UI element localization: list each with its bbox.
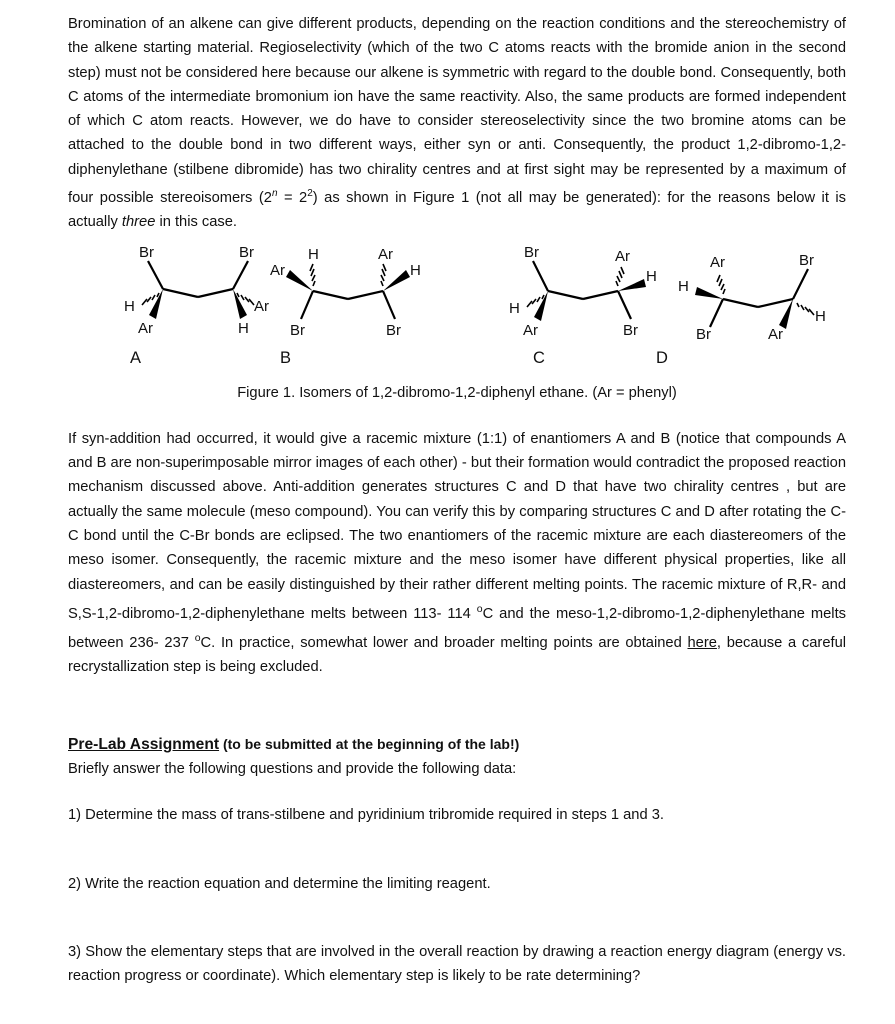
svg-text:Br: Br: [386, 321, 401, 339]
discussion-part-a: If syn-addition had occurred, it would give a racemic mixture (1:1) of enantiomers A and B (notice that compounds A and B are non-superimposable mirror images of each other) - but their formation would contradict the proposed reaction mechanism discussed above. Anti-addition generates structures C and D that have two chirality centres , but are actually the same molecule (meso compound). You can verify this by comparing structures C and D after rotating the C-C bond until the C-Br bonds are eclipsed. The two enantiomers of the racemic mixture are each diastereomers of the meso isomer. Consequently, the racemic mixture and the meso isomer have different physical properties, like all diastereomers, and can be easily distinguished by their rather different melting points. The racemic mixture of R,R- and S,S-1,2-dibromo-1,2-diphenylethane melts between 113- 114: [68, 430, 846, 622]
spacer-q1: [68, 781, 846, 803]
svg-text:H: H: [410, 261, 421, 279]
structure-c-drawing: [503, 239, 663, 339]
svg-text:Ar: Ar: [378, 245, 393, 263]
svg-text:Br: Br: [696, 325, 711, 339]
structure-c-label: C: [533, 348, 545, 367]
spacer-q2: [68, 828, 846, 872]
svg-text:H: H: [646, 267, 657, 285]
figure-1-structures: [68, 239, 846, 381]
svg-text:Br: Br: [290, 321, 305, 339]
svg-text:H: H: [308, 245, 319, 263]
figure-caption: Figure 1. Isomers of 1,2-dibromo-1,2-diphenyl ethane. (Ar = phenyl): [237, 384, 677, 401]
svg-text:H: H: [124, 297, 135, 315]
question-1: 1) Determine the mass of trans-stilbene and pyridinium tribromide required in steps 1 and 3.: [68, 807, 664, 824]
svg-text:Ar: Ar: [138, 319, 153, 337]
structure-a-drawing: [118, 239, 278, 339]
spacer-after-caption: [68, 405, 846, 427]
discussion-part-c: C. In practice, somewhat lower and broader melting points are obtained: [200, 635, 688, 652]
emphasis-three: three: [121, 214, 156, 231]
prelab-title: Pre-Lab Assignment: [68, 735, 220, 753]
spacer-q3: [68, 896, 846, 940]
structure-d-label: D: [656, 348, 668, 367]
prelab-heading: [68, 732, 846, 757]
intro-paragraph-part-d: in this case.: [155, 214, 238, 231]
spacer-before-prelab: [68, 680, 846, 732]
exponent-n: n: [271, 188, 278, 200]
question-3: 3) Show the elementary steps that are involved in the overall reaction by drawing a reaction energy diagram (energy vs. reaction progress or coordinate). Which elementary step is likely to be rate determining?: [68, 943, 846, 985]
question-2: 2) Write the reaction equation and determine the limiting reagent.: [68, 875, 491, 892]
degree-symbol-1: o: [476, 602, 483, 615]
discussion-paragraph: [68, 427, 846, 680]
svg-text:H: H: [238, 319, 249, 337]
svg-text:Ar: Ar: [710, 253, 725, 271]
prelab-subtitle: (to be submitted at the beginning of the lab!): [219, 735, 520, 752]
discussion-part-d: , because a careful recrystallization step is being excluded.: [68, 635, 846, 676]
discussion-part-b: C and the meso-1,2-dibromo-1,2-diphenylethane melts between 236- 237: [68, 605, 846, 652]
svg-text:H: H: [815, 307, 826, 325]
structure-a: [118, 239, 278, 344]
structure-c: [503, 239, 663, 344]
svg-text:Br: Br: [799, 251, 814, 269]
structure-b: [268, 239, 428, 344]
svg-text:Br: Br: [239, 243, 254, 261]
degree-symbol-2: o: [194, 632, 201, 645]
intro-paragraph: [68, 12, 846, 235]
svg-text:Br: Br: [524, 243, 539, 261]
prelab-intro: Briefly answer the following questions and provide the following data:: [68, 760, 517, 777]
svg-text:H: H: [509, 299, 520, 317]
here-link[interactable]: here: [687, 635, 717, 652]
structure-b-label: B: [280, 348, 292, 367]
document-page: [68, 12, 846, 988]
svg-text:Ar: Ar: [768, 325, 783, 339]
intro-paragraph-part-a: Bromination of an alkene can give different products, depending on the reaction conditions and the stereochemistry of the alkene starting material. Regioselectivity (which of the two C atoms reacts with the bromide anion in the second step) must not be considered here because our alkene is symmetric with regard to the double bond. Consequently, both C atoms of the intermediate bromonium ion have the same reactivity. Also, the same products are formed independent of which C atom reacts. However, we do have to consider stereoselectivity since the two bromine atoms can be attached to the double bond in two different ways, either syn or anti. Consequently, the product 1,2-dibromo-1,2-diphenylethane (stilbene dibromide) has two chirality centres and at first sight may be represented by a maximum of four possible stereoisomers (2: [68, 16, 846, 206]
svg-text:H: H: [678, 277, 689, 295]
svg-text:Ar: Ar: [523, 321, 538, 339]
svg-text:Ar: Ar: [254, 297, 269, 315]
structure-d-drawing: [668, 239, 838, 339]
svg-text:Ar: Ar: [270, 261, 285, 279]
structure-d: [668, 239, 838, 344]
structure-a-label: A: [130, 348, 142, 367]
intro-paragraph-part-c: ) as shown in Figure 1 (not all may be generated): for the reasons below it is actually: [68, 189, 846, 231]
svg-text:Br: Br: [139, 243, 154, 261]
intro-paragraph-part-b: = 2: [277, 189, 308, 206]
exponent-2: 2: [307, 188, 313, 200]
svg-text:Ar: Ar: [615, 247, 630, 265]
structure-b-drawing: [268, 239, 428, 339]
svg-text:Br: Br: [623, 321, 638, 339]
